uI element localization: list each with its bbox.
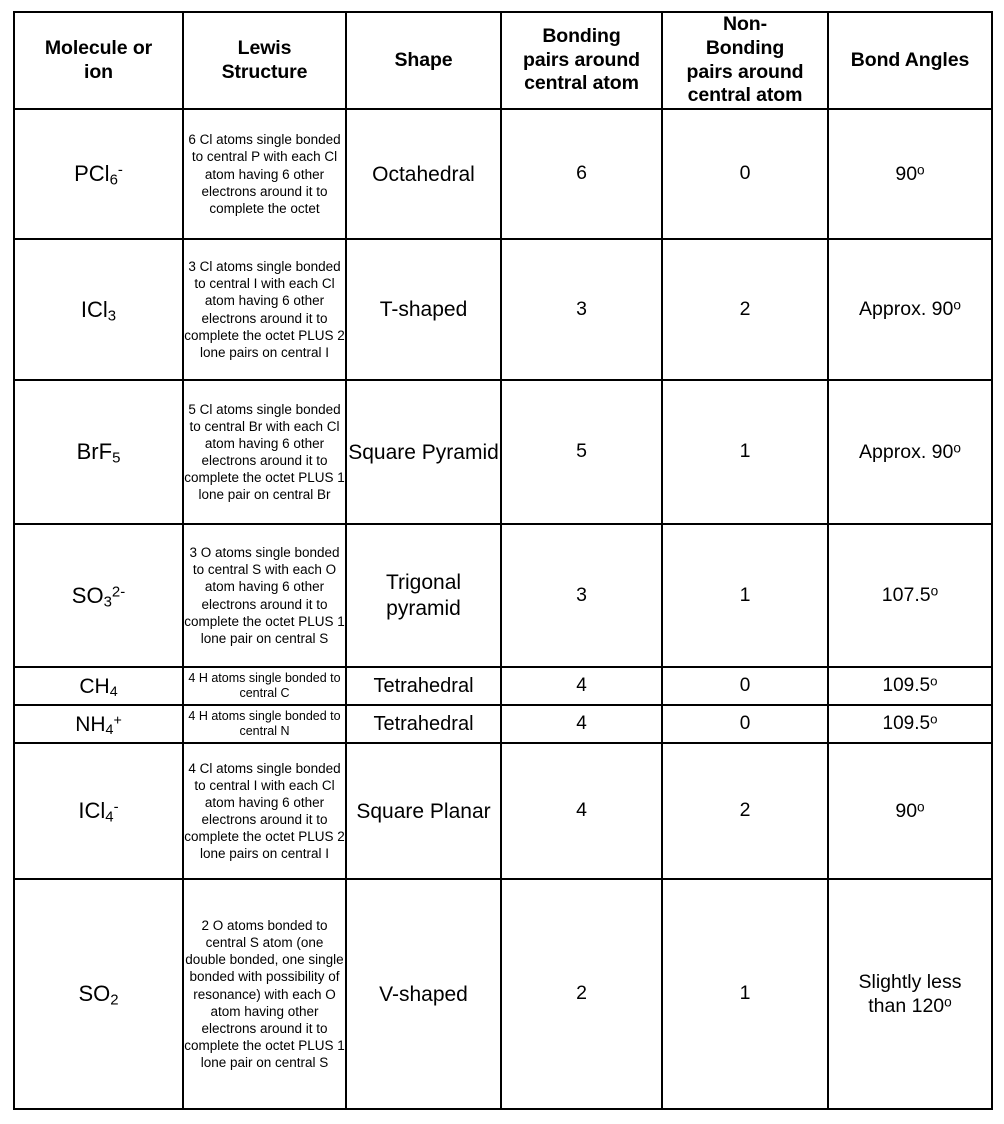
column-header-lewis-structure (183, 12, 346, 109)
cell-shape: Tetrahedral (346, 667, 501, 705)
shape-line: Trigonal (385, 571, 462, 595)
shape-line: Pyramid (421, 440, 499, 464)
column-header-molecule (14, 12, 183, 109)
table-row (14, 109, 992, 239)
angle-value: Approx. 90 (859, 298, 954, 321)
cell-molecule (14, 879, 183, 1109)
formula-superscript: - (117, 161, 123, 179)
cell-lewis-structure: 4 H atoms single bonded to central N (183, 705, 346, 743)
cell-bond-angles (828, 380, 992, 524)
cell-bonding-pairs: 6 (501, 109, 662, 239)
header-line: central atom (524, 72, 639, 95)
table-body (14, 109, 992, 1109)
cell-bond-angles (828, 705, 992, 743)
cell-nonbonding-pairs: 1 (662, 879, 828, 1109)
cell-lewis-structure: 3 Cl atoms single bonded to central I with each Cl atom having 6 other electrons around it to complete the octet PLUS 2 lone pairs on central I (183, 239, 346, 380)
cell-molecule (14, 109, 183, 239)
table-row (14, 879, 992, 1109)
header-line: pairs around (523, 48, 640, 71)
table-header (14, 12, 992, 109)
cell-shape: T-shaped (346, 239, 501, 380)
header-line: Structure (221, 60, 308, 83)
header-line: Bonding (705, 36, 785, 59)
cell-lewis-structure: 4 H atoms single bonded to central C (183, 667, 346, 705)
formula-base: SO (78, 981, 111, 1007)
formula-superscript: - (113, 798, 119, 816)
angle-value: 109.5 (882, 713, 931, 735)
cell-bonding-pairs: 2 (501, 879, 662, 1109)
formula-base: NH (75, 712, 106, 736)
cell-lewis-structure: 3 O atoms single bonded to central S with each O atom having 6 other electrons around it to complete the octet PLUS 1 lone pair on central S (183, 524, 346, 667)
angle-value: Approx. 90 (859, 440, 954, 463)
cell-molecule (14, 380, 183, 524)
formula-base: ICl (80, 296, 108, 322)
cell-shape (346, 380, 501, 524)
degree-icon: o (953, 440, 961, 456)
degree-icon: o (917, 162, 925, 178)
table-row (14, 239, 992, 380)
cell-bonding-pairs: 4 (501, 705, 662, 743)
degree-icon: o (953, 297, 961, 313)
header-line: Bond Angles (850, 48, 970, 71)
table-row (14, 743, 992, 879)
angle-value: 90 (895, 799, 918, 822)
cell-shape: Tetrahedral (346, 705, 501, 743)
cell-bonding-pairs: 3 (501, 239, 662, 380)
cell-nonbonding-pairs: 0 (662, 705, 828, 743)
cell-bond-angles (828, 239, 992, 380)
cell-lewis-structure: 5 Cl atoms single bonded to central Br with each Cl atom having 6 other electrons around it to complete the octet PLUS 1 lone pair on central Br (183, 380, 346, 524)
table-row (14, 380, 992, 524)
formula-subscript: 3 (103, 592, 112, 610)
cell-shape (346, 524, 501, 667)
column-header-nonbonding-pairs (662, 12, 828, 109)
angle-value: 109.5 (882, 675, 931, 697)
cell-molecule (14, 667, 183, 705)
cell-lewis-structure: 2 O atoms bonded to central S atom (one double bonded, one single bonded with possibility of resonance) with each O atom having other electrons around it to complete the octet PLUS 1 lone pair on central S (183, 879, 346, 1109)
table-row (14, 524, 992, 667)
formula-subscript: 3 (107, 306, 117, 324)
cell-shape: Octahedral (346, 109, 501, 239)
angle-value: 90 (895, 162, 918, 185)
header-line: central atom (687, 84, 803, 107)
formula-subscript: 5 (112, 449, 121, 467)
cell-bond-angles (828, 524, 992, 667)
cell-molecule (14, 524, 183, 667)
column-header-bond-angles (828, 12, 992, 109)
table-row (14, 705, 992, 743)
formula-subscript: 2 (110, 991, 119, 1009)
shape-line: pyramid (386, 596, 461, 620)
cell-nonbonding-pairs: 2 (662, 239, 828, 380)
angle-line: than 120 (868, 995, 945, 1018)
formula-base: PCl (74, 161, 110, 187)
header-line: Bonding (542, 24, 621, 47)
column-header-shape (346, 12, 501, 109)
cell-nonbonding-pairs: 1 (662, 524, 828, 667)
formula-base: BrF (76, 439, 113, 465)
cell-bond-angles (828, 743, 992, 879)
formula-subscript: 4 (105, 808, 114, 826)
cell-nonbonding-pairs: 0 (662, 667, 828, 705)
header-line: pairs around (686, 60, 804, 83)
cell-lewis-structure: 6 Cl atoms single bonded to central P with each Cl atom having 6 other electrons around it to complete the octet (183, 109, 346, 239)
degree-icon: o (930, 583, 939, 599)
cell-molecule (14, 239, 183, 380)
shape-line: Square (348, 440, 416, 464)
formula-subscript: 4 (105, 721, 114, 738)
angle-value: 107.5 (881, 584, 931, 607)
cell-lewis-structure: 4 Cl atoms single bonded to central I with each Cl atom having 6 other electrons around it to complete the octet PLUS 2 lone pairs on central I (183, 743, 346, 879)
cell-shape: V-shaped (346, 879, 501, 1109)
degree-icon: o (930, 673, 938, 689)
vsepr-shapes-table (13, 11, 993, 1110)
cell-nonbonding-pairs: 2 (662, 743, 828, 879)
cell-bonding-pairs: 4 (501, 743, 662, 879)
cell-molecule (14, 743, 183, 879)
cell-nonbonding-pairs: 1 (662, 380, 828, 524)
header-line: Molecule or (44, 36, 153, 59)
cell-molecule (14, 705, 183, 743)
header-line: ion (84, 60, 113, 83)
cell-nonbonding-pairs: 0 (662, 109, 828, 239)
formula-subscript: 4 (109, 683, 118, 700)
table-row (14, 667, 992, 705)
formula-base: CH (79, 674, 110, 698)
cell-bonding-pairs: 3 (501, 524, 662, 667)
formula-superscript: + (113, 712, 122, 729)
degree-icon: o (917, 799, 925, 815)
header-line: Shape (394, 48, 453, 71)
angle-line: Slightly less (858, 970, 962, 993)
cell-bond-angles (828, 667, 992, 705)
header-row (14, 12, 992, 109)
cell-bonding-pairs: 4 (501, 667, 662, 705)
shape-line: Square (356, 799, 425, 823)
header-line: Lewis (237, 36, 292, 59)
formula-base: SO (71, 582, 104, 608)
cell-bond-angles (828, 879, 992, 1109)
cell-shape (346, 743, 501, 879)
cell-bond-angles (828, 109, 992, 239)
shape-line: Planar (429, 799, 491, 823)
header-line: Non- (723, 13, 767, 35)
formula-superscript: 2- (111, 582, 126, 600)
degree-icon: o (930, 711, 938, 727)
degree-icon: o (944, 994, 952, 1010)
column-header-bonding-pairs (501, 12, 662, 109)
formula-base: ICl (78, 798, 106, 824)
cell-bonding-pairs: 5 (501, 380, 662, 524)
formula-subscript: 6 (109, 171, 118, 189)
